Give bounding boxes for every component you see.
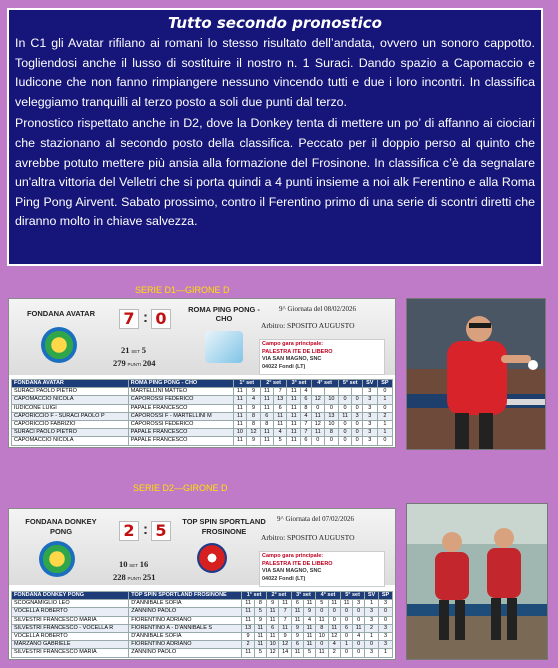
score-cell: 5	[254, 608, 266, 616]
score-cell: 7	[301, 421, 311, 429]
score-cell: 0	[325, 404, 339, 412]
score-cell: 10	[233, 429, 247, 437]
score-cell: 10	[316, 633, 329, 641]
home-player-cell: SURACI PAOLO PIETRO	[12, 388, 129, 396]
section-label-d2: SERIE D2—GIRONE D	[133, 483, 228, 493]
score-cell: 13	[273, 396, 287, 404]
score-cell: 3	[362, 388, 377, 396]
score-cell: 10	[266, 641, 279, 649]
score-cell: 9	[254, 616, 266, 624]
score-cell: 0	[341, 608, 353, 616]
score-cell: 12	[279, 641, 292, 649]
home-punti: 279	[113, 358, 126, 368]
score-separator: :	[143, 521, 148, 538]
score-cell: 11	[328, 624, 341, 632]
venue-line: PALESTRA ITE DE LIBERO	[262, 348, 333, 355]
score-cell: 11	[287, 388, 301, 396]
score-cell: 12	[266, 649, 279, 657]
score-cell: 0	[353, 608, 365, 616]
score-cell: 11	[303, 600, 315, 608]
score-cell: 0	[377, 404, 392, 412]
score-cell: 0	[311, 404, 325, 412]
score-cell: 0	[352, 421, 362, 429]
home-team-logo	[39, 541, 75, 577]
score-cell: 0	[353, 641, 365, 649]
punti-row	[113, 572, 156, 582]
score-cell: 3	[365, 616, 379, 624]
score-cell: 3	[362, 412, 377, 420]
score-cell: 11	[260, 388, 273, 396]
score-cell: 0	[341, 616, 353, 624]
score-cell: 0	[352, 404, 362, 412]
score-cell: 11	[287, 396, 301, 404]
score-cell: 11	[242, 649, 255, 657]
score-cell: 11	[254, 633, 266, 641]
score-cell: 8	[316, 624, 329, 632]
away-player-cell: MARTELLINI MATTEO	[128, 388, 233, 396]
score-cell: 3	[379, 600, 393, 608]
score-cell: 11	[279, 624, 292, 632]
score-cell: 11	[260, 404, 273, 412]
score-cell: 6	[301, 437, 311, 445]
score-cell: 11	[316, 649, 329, 657]
score-cell: 0	[352, 396, 362, 404]
score-cell: 11	[279, 600, 292, 608]
score-cell: 6	[266, 624, 279, 632]
score-cell: 0	[341, 649, 353, 657]
home-player-cell: SILVESTRI FRANCESCO - VOCELLA R	[12, 624, 129, 632]
score-cell: 6	[291, 641, 303, 649]
score-cell: 11	[287, 437, 301, 445]
score-cell: 11	[233, 404, 247, 412]
away-punti: 251	[142, 572, 156, 582]
away-team-logo	[197, 543, 227, 573]
home-player-cell: SURACI PAOLO PIETRO	[12, 429, 129, 437]
venue-line: 04022 Fondi (LT)	[262, 575, 306, 582]
score-cell: 9	[247, 388, 261, 396]
score-cell: 9	[247, 404, 261, 412]
score-cell: 13	[242, 624, 255, 632]
article-paragraph-2: Pronostico rispettato anche in D2, dove la Donkey tenta di mettere un po’ di affanno ai ciociari che stazionano al secondo posto della classifica. Peccato per il doppio perso al quinto che avrebbe potuto mettere più ansia alla formazione del Frosinone. In classifica c’è da segnalare un'altra vittoria del Velletri che si porta quindi a 4 punti insieme a noi alk Ferentino e alla Roma Ping Pong Airvent. Sabato prossimo, contro il Ferentino primo di una serie di scontri diretti che diranno molto in chiave salvezza.	[15, 116, 535, 229]
away-team-logo	[205, 331, 243, 363]
score-cell: 3	[365, 649, 379, 657]
giornata: 9^ Giornata del 07/02/2026	[277, 515, 354, 523]
score-cell: 14	[279, 649, 292, 657]
score-cell: 4	[328, 641, 341, 649]
score-cell: 11	[291, 649, 303, 657]
score-cell: 6	[341, 624, 353, 632]
home-set: 21	[121, 345, 130, 355]
venue-line: 04022 Fondi (LT)	[262, 363, 306, 370]
home-player-cell: SILVESTRI FRANCESCO MARIA	[12, 616, 129, 624]
score-cell: 4	[353, 633, 365, 641]
score-cell: 11	[233, 396, 247, 404]
score-cell: 5	[303, 649, 315, 657]
score-cell: 12	[311, 396, 325, 404]
score-cell: 0	[365, 641, 379, 649]
column-header: 4° set	[311, 380, 338, 388]
score-cell: 12	[247, 429, 261, 437]
score-cell: 7	[279, 616, 292, 624]
table-row	[12, 421, 393, 429]
match-card-d1	[8, 298, 396, 448]
score-cell: 9	[279, 633, 292, 641]
score-cell: 11	[254, 641, 266, 649]
score-cell: 6	[301, 396, 311, 404]
away-player-cell: ZANNINO PAOLO	[129, 649, 242, 657]
home-player-cell: SILVESTRI FRANCESCO MARIA	[12, 649, 129, 657]
score-cell: 0	[353, 616, 365, 624]
set-label: SET	[131, 349, 141, 354]
venue-line: Campo gara principale:	[262, 553, 324, 559]
away-player-cell: FIORENTINO ADRIANO	[129, 616, 242, 624]
score-cell: 2	[328, 649, 341, 657]
home-team-name: FONDANA AVATAR	[26, 309, 96, 318]
score-cell: 9	[291, 633, 303, 641]
score-cell: 1	[365, 633, 379, 641]
score-cell: 3	[379, 641, 393, 649]
score-cell: 1	[341, 641, 353, 649]
venue-line: VIA SAN MAGNO, SNC	[262, 356, 322, 363]
score-cell: 11	[273, 421, 287, 429]
score-cell: 11	[303, 633, 315, 641]
score-cell: 11	[287, 412, 301, 420]
score-cell: 8	[254, 600, 266, 608]
giornata: 9^ Giornata del 08/02/2026	[279, 305, 356, 313]
punti-label: PUNTI	[127, 576, 141, 581]
venue-box	[259, 551, 385, 587]
score-cell: 11	[311, 412, 325, 420]
column-header: SP	[379, 592, 393, 600]
score-cell: 1	[377, 396, 392, 404]
home-score: 7	[119, 309, 139, 329]
score-cell: 6	[260, 412, 273, 420]
score-cell: 11	[287, 404, 301, 412]
column-header: 1° set	[242, 592, 267, 600]
score-cell: 0	[311, 437, 325, 445]
score-cell: 4	[303, 616, 315, 624]
score-cell: 5	[254, 649, 266, 657]
score-cell: 4	[247, 396, 261, 404]
score-cell: 11	[242, 608, 255, 616]
score-cell: 0	[338, 437, 352, 445]
score-cell: 3	[379, 633, 393, 641]
score-cell: 11	[287, 429, 301, 437]
away-player-cell: CAPOROSSI F - MARTELLINI M	[128, 412, 233, 420]
score-cell: 13	[325, 412, 339, 420]
score-cell: 0	[325, 437, 339, 445]
score-cell: 0	[341, 633, 353, 641]
score-cell: 11	[273, 412, 287, 420]
table-row	[12, 388, 393, 396]
score-cell: 0	[377, 437, 392, 445]
score-cell: 7	[273, 388, 287, 396]
score-cell: 11	[260, 429, 273, 437]
table-row	[12, 649, 393, 657]
away-score: 5	[151, 521, 171, 541]
set-label: SET	[129, 563, 139, 568]
column-header: TOP SPIN SPORTLAND FROSINONE	[129, 592, 242, 600]
score-cell: 10	[325, 396, 339, 404]
away-player-cell: FIORENTINO A - D'ANNIBALE S	[129, 624, 242, 632]
home-player-cell: SCOGNAMIGLIO LEO	[12, 600, 129, 608]
score-cell: 8	[247, 412, 261, 420]
score-cell: 4	[301, 388, 311, 396]
score-cell: 11	[260, 396, 273, 404]
home-punti: 228	[113, 572, 126, 582]
away-player-cell: D'ANNIBALE SOFIA	[129, 600, 242, 608]
score-cell: 8	[247, 421, 261, 429]
article-box	[7, 8, 543, 266]
home-player-cell: CAPORICCIO F - SURACI PAOLO P	[12, 412, 129, 420]
table-row	[12, 608, 393, 616]
score-cell: 0	[379, 616, 393, 624]
home-player-cell: CAPOMACCIO NICOLA	[12, 437, 129, 445]
score-cell: 11	[291, 608, 303, 616]
score-cell: 9	[291, 624, 303, 632]
table-row	[12, 616, 393, 624]
away-set: 16	[139, 559, 149, 569]
score-cell: 11	[303, 624, 315, 632]
home-player-cell: CAPORICCIO FABRIZIO	[12, 421, 129, 429]
away-punti: 204	[142, 358, 156, 368]
column-header: FONDANA AVATAR	[12, 380, 129, 388]
column-header: SV	[362, 380, 377, 388]
home-player-cell: CAPOMACCIO NICOLA	[12, 396, 129, 404]
score-cell: 3	[353, 600, 365, 608]
score-cell: 3	[379, 624, 393, 632]
column-header: 1° set	[233, 380, 260, 388]
score-cell: 10	[325, 421, 339, 429]
score-cell: 0	[377, 388, 392, 396]
venue-line: PALESTRA ITE DE LIBERO	[262, 560, 333, 567]
venue-line: Campo gara principale:	[262, 341, 324, 347]
table-header-row	[12, 380, 393, 388]
score-cell: 11	[311, 429, 325, 437]
score-cell: 3	[362, 437, 377, 445]
away-player-cell: PAPALE FRANCESCO	[128, 437, 233, 445]
score-cell: 11	[233, 412, 247, 420]
set-row	[119, 559, 148, 569]
table-row	[12, 633, 393, 641]
column-header: 5° set	[338, 380, 362, 388]
score-cell: 0	[316, 641, 329, 649]
score-cell: 12	[311, 421, 325, 429]
score-cell: 9	[266, 600, 279, 608]
score-cell: 11	[328, 600, 341, 608]
score-cell: 1	[377, 429, 392, 437]
home-player-cell: VOCELLA ROBERTO	[12, 608, 129, 616]
score-cell: 11	[338, 412, 352, 420]
score-cell: 6	[291, 600, 303, 608]
table-row	[12, 600, 393, 608]
venue-line: VIA SAN MAGNO, SNC	[262, 568, 322, 575]
column-header: 5° set	[341, 592, 365, 600]
arbitro: Arbitro: SPOSITO AUGUSTO	[261, 533, 355, 542]
score-cell: 8	[301, 404, 311, 412]
column-header: 2° set	[260, 380, 287, 388]
home-player-cell: VOCELLA ROBERTO	[12, 633, 129, 641]
venue-box	[259, 339, 385, 375]
score-cell: 11	[242, 600, 255, 608]
article-paragraph-1: In C1 gli Avatar rifilano ai romani lo stesso risultato dell’andata, ovvero un sonoro cappotto. Togliendosi anche il lusso di sostituire il nostro n. 1 Suraci. Dando spazio a Capomaccio e Iudicone che non fanno rimpiangere nessuno vincendo tutti e due i loro incontri. In classifica veleggiamo tranquilli al terzo posto a soli due punti dal terzo.	[15, 36, 535, 109]
score-cell: 11	[266, 608, 279, 616]
column-header: 4° set	[316, 592, 341, 600]
away-player-cell: ZANNINO PAOLO	[129, 608, 242, 616]
score-cell: 12	[328, 633, 341, 641]
score-cell: 6	[273, 404, 287, 412]
score-cell: 1	[379, 649, 393, 657]
score-cell	[338, 388, 352, 396]
player-photo-d1	[406, 298, 546, 450]
column-header: SV	[365, 592, 379, 600]
score-cell	[311, 388, 325, 396]
score-cell	[325, 388, 339, 396]
score-cell: 0	[352, 429, 362, 437]
score-cell: 5	[316, 600, 329, 608]
home-team-name: FONDANA DONKEY PONG	[25, 517, 97, 536]
score-cell	[352, 388, 362, 396]
score-cell: 3	[362, 421, 377, 429]
results-table	[11, 379, 393, 446]
score-cell: 5	[273, 437, 287, 445]
arbitro: Arbitro: SPOSITO AUGUSTO	[261, 321, 355, 330]
score-cell: 11	[353, 624, 365, 632]
column-header: SP	[377, 380, 392, 388]
score-cell: 9	[242, 633, 255, 641]
player-photo-d2	[406, 503, 548, 660]
score-cell: 11	[291, 616, 303, 624]
away-player-cell: CAPOROSSI FEDERICO	[128, 396, 233, 404]
home-team-logo	[41, 327, 77, 363]
score-cell: 11	[303, 641, 315, 649]
score-cell: 11	[316, 616, 329, 624]
match-card-d2	[8, 508, 396, 660]
score-cell: 2	[365, 624, 379, 632]
home-player-cell: MARZANO GABRIELE	[12, 641, 129, 649]
score-cell: 11	[260, 437, 273, 445]
score-cell: 4	[301, 412, 311, 420]
score-cell: 7	[279, 608, 292, 616]
table-row	[12, 429, 393, 437]
away-player-cell: FIORENTINO ADRIANO	[129, 641, 242, 649]
score-cell: 3	[362, 396, 377, 404]
column-header: 3° set	[291, 592, 315, 600]
away-team-name: ROMA PING PONG - CHO	[188, 305, 260, 323]
score-cell: 0	[338, 404, 352, 412]
away-player-cell: PAPALE FRANCESCO	[128, 404, 233, 412]
table-row	[12, 624, 393, 632]
table-row	[12, 641, 393, 649]
score-cell: 7	[301, 429, 311, 437]
punti-label: PUNTI	[127, 362, 141, 367]
article-title: Tutto secondo pronostico	[168, 14, 382, 32]
score-cell: 0	[328, 616, 341, 624]
score-cell: 11	[233, 437, 247, 445]
score-cell: 1	[365, 600, 379, 608]
score-cell: 2	[242, 641, 255, 649]
column-header: FONDANA DONKEY PONG	[12, 592, 129, 600]
away-player-cell: CAPOROSSI FEDERICO	[128, 421, 233, 429]
score-cell: 11	[242, 616, 255, 624]
away-set: 5	[141, 345, 147, 355]
column-header: 3° set	[287, 380, 311, 388]
score-cell: 9	[247, 437, 261, 445]
score-cell: 0	[328, 608, 341, 616]
table-header-row	[12, 592, 393, 600]
punti-row	[113, 358, 156, 368]
score-cell: 3	[365, 608, 379, 616]
score-cell: 3	[362, 404, 377, 412]
score-cell: 0	[379, 608, 393, 616]
score-separator: :	[143, 309, 148, 326]
column-header: 2° set	[266, 592, 291, 600]
table-row	[12, 404, 393, 412]
away-player-cell: D'ANNIBALE SOFIA	[129, 633, 242, 641]
table-row	[12, 437, 393, 445]
away-player-cell: PAPALE FRANCESCO	[128, 429, 233, 437]
home-player-cell: IUDICONE LUIGI	[12, 404, 129, 412]
away-score: 0	[151, 309, 171, 329]
score-cell: 4	[273, 429, 287, 437]
score-cell: 11	[233, 421, 247, 429]
results-table	[11, 591, 393, 658]
score-cell: 11	[266, 633, 279, 641]
score-cell: 0	[316, 608, 329, 616]
score-cell: 11	[341, 600, 353, 608]
score-cell: 9	[303, 608, 315, 616]
score-cell: 3	[362, 429, 377, 437]
score-cell: 11	[254, 624, 266, 632]
home-score: 2	[119, 521, 139, 541]
score-cell: 1	[377, 421, 392, 429]
table-row	[12, 396, 393, 404]
score-cell: 0	[352, 437, 362, 445]
score-cell: 8	[325, 429, 339, 437]
score-cell: 11	[266, 616, 279, 624]
score-cell: 0	[338, 396, 352, 404]
set-row	[121, 345, 146, 355]
score-cell: 0	[338, 429, 352, 437]
score-cell: 0	[338, 421, 352, 429]
score-cell: 11	[233, 388, 247, 396]
score-cell: 2	[377, 412, 392, 420]
home-set: 10	[119, 559, 128, 569]
column-header: ROMA PING PONG - CHO	[128, 380, 233, 388]
score-cell: 8	[260, 421, 273, 429]
score-cell: 0	[353, 649, 365, 657]
away-team-name: TOP SPIN SPORTLAND FROSINONE	[182, 517, 266, 536]
section-label-d1: SERIE D1—GIRONE D	[135, 285, 230, 295]
score-cell: 11	[287, 421, 301, 429]
table-row	[12, 412, 393, 420]
score-cell: 3	[352, 412, 362, 420]
